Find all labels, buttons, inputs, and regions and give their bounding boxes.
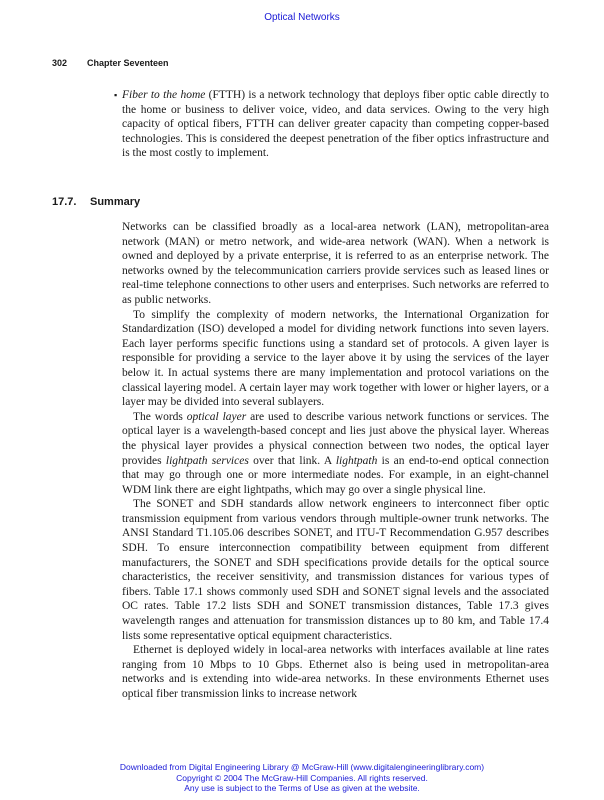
summary-body bbox=[122, 220, 549, 702]
section-title: Summary bbox=[90, 196, 141, 208]
top-banner-title: Optical Networks bbox=[264, 12, 340, 23]
footer-terms-line[interactable]: Any use is subject to the Terms of Use as given at the website. bbox=[184, 783, 420, 793]
section-number: 17.7. bbox=[52, 196, 77, 208]
text-run: The words bbox=[133, 410, 187, 423]
paragraph-ethernet: Ethernet is deployed widely in local-area networks with interfaces available at line rates ranging from 10 Mbps to 10 Gbps. Ethernet also is being used in metropolitan-area networks and is extending into wide-area networks. In these environments Ethernet uses optical fiber transmission links to increase network bbox=[122, 644, 549, 700]
bullet-term: Fiber to the home bbox=[122, 89, 206, 101]
paragraph-networks: Networks can be classified broadly as a local-area network (LAN), metropolitan-area network (MAN) or metro network, and wide-area network (WAN). When a network is owned and deployed by a private enterprise, it is referred to as an enterprise network. The networks owned by the telecommunication carriers provide services such as leased lines or real-time telephone connections to other users and enterprises. Such networks are referred to as public networks. bbox=[122, 221, 549, 306]
paragraph-optical-layer bbox=[122, 410, 549, 498]
footer-download-line[interactable]: Downloaded from Digital Engineering Library @ McGraw-Hill (www.digitalengineeringlibrary.com) bbox=[119, 762, 485, 772]
bullet-text: (FTTH) is a network technology that deploys fiber optic cable directly to the home or business to deliver voice, video, and data services. Owing to the very high capacity of optical fibers, FTTH can deliver greater capacity than competing copper-based technologies. This is considered the deepest penetration of the fiber optics infrastructure and is the most costly to implement. bbox=[122, 89, 549, 160]
section-heading bbox=[52, 196, 140, 208]
running-head bbox=[52, 58, 169, 68]
bullet-marker-icon: ▪ bbox=[114, 90, 118, 100]
paragraph-osi-layers: To simplify the complexity of modern networks, the International Organization for Standardization (ISO) developed a model for dividing network functions into seven layers. Each layer performs specific functions using a standard set of protocols. A given layer is responsible for providing a service to the layer above it by using the services of the layer below it. In actual systems there are many implementation and protocol variations on the classical layering model. A certain layer may work together with lower or higher layers, or a layer may be divided into several sublayers. bbox=[122, 308, 549, 409]
text-run: over that link. A bbox=[248, 454, 336, 467]
paragraph-sonet-sdh: The SONET and SDH standards allow network engineers to interconnect fiber optic transmission equipment from various vendors through multiple-owner trunk networks. The ANSI Standard T1.105.06 describes SONET, and ITU-T Recommendation G.957 describes SDH. To ensure interconnection compatibility between equipment from different manufacturers, the SONET and SDH specifications provide details for the optical source characteristics, the receiver sensitivity, and transmission distances for various types of fibers. Table 17.1 shows commonly used SDH and SONET signal levels and the associated OC rates. Table 17.2 lists SDH and SONET transmission distances, Table 17.3 gives wavelength ranges and attenuation for transmission distances up to 80 km, and Table 17.4 lists some representative optical equipment characteristics. bbox=[122, 498, 549, 642]
text-run: are used to describe various network functions or services. The optical layer is a wavelength-based concept and lies just above the physical layer. Whereas the physical layer provides a physical connection between two nodes, the optical layer provides bbox=[122, 410, 549, 467]
emphasis-lightpath-services: lightpath services bbox=[165, 454, 249, 467]
bullet-item-ftth bbox=[114, 88, 549, 161]
chapter-title: Chapter Seventeen bbox=[87, 58, 169, 68]
page-number: 302 bbox=[52, 58, 68, 68]
text-run: is an end-to-end optical connection that may go through one or more intermediate nodes. For example, in an eight-channel WDM link there are eight lightpaths, which may go over a single physical line. bbox=[122, 454, 550, 496]
footer-copyright-line: Copyright © 2004 The McGraw-Hill Companies. All rights reserved. bbox=[176, 772, 428, 783]
download-footer bbox=[0, 762, 604, 794]
emphasis-lightpath: lightpath bbox=[335, 454, 378, 467]
emphasis-optical-layer: optical layer bbox=[186, 410, 247, 423]
